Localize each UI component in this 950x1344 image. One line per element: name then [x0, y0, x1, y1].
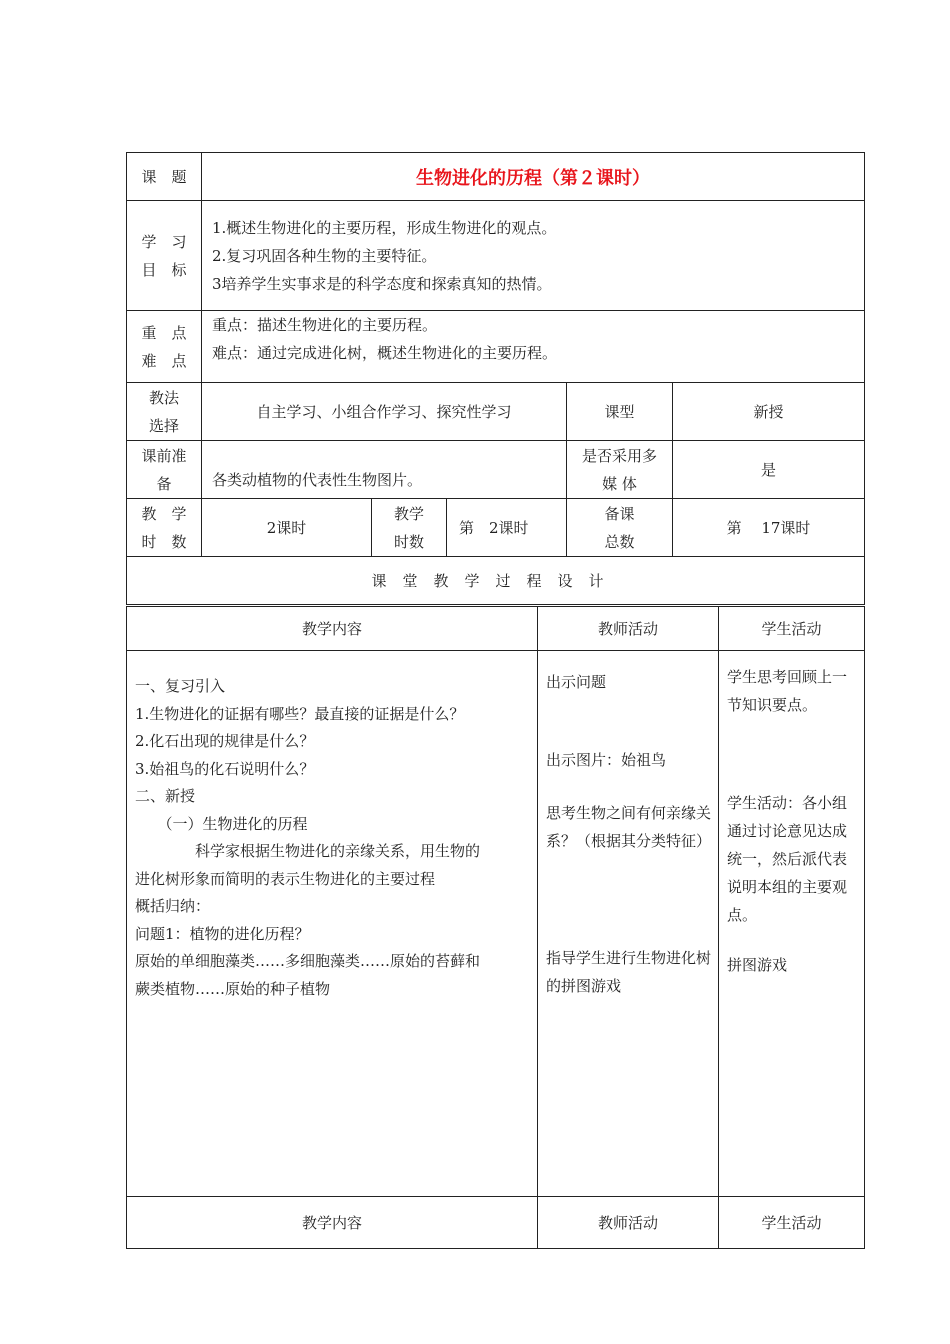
teacher-activity: 出示问题 [546, 673, 607, 691]
method-value: 自主学习、小组合作学习、探究性学习 [202, 383, 567, 441]
hours-value: 2课时 [202, 499, 372, 557]
lesson-info-table [126, 152, 865, 605]
objective-item: 3培养学生实事求是的科学态度和探索真知的热情。 [212, 274, 552, 293]
process-table [126, 606, 865, 1249]
student-activity: 学生活动：各小组通过讨论意见达成统一，然后派代表说明本组的主要观点。 [727, 794, 848, 924]
type-label: 课型 [567, 383, 673, 441]
process-title: 课堂教学过程设计 [127, 557, 865, 605]
student-activity: 拼图游戏 [727, 956, 788, 974]
content-line: 3.始祖鸟的化石说明什么？ [135, 759, 315, 778]
content-line: 2.化石出现的规律是什么？ [135, 732, 315, 750]
teacher-activity: 出示图片：始祖鸟 [546, 750, 667, 769]
objective-item: 1.概述生物进化的主要历程，形成生物进化的观点。 [212, 218, 557, 237]
topic-label: 课 题 [127, 153, 202, 201]
hours-label: 教 学 时 数 [127, 499, 202, 557]
student-activities [719, 651, 865, 1197]
col-header-student-repeat: 学生活动 [719, 1197, 865, 1249]
multimedia-label: 是否采用多 媒 体 [567, 441, 673, 499]
student-activity: 学生思考回顾上一节知识要点。 [727, 668, 848, 714]
content-line: （一）生物进化的历程 [135, 814, 308, 833]
content-line: 概括归纳： [135, 897, 211, 915]
content-line: 二、新授 [135, 787, 196, 805]
key-point-item: 难点：通过完成进化树，概述生物进化的主要历程。 [212, 344, 558, 362]
type-value: 新授 [673, 383, 865, 441]
col-header-student: 学生活动 [719, 607, 865, 651]
teaching-content [127, 651, 538, 1197]
content-line: 问题1：植物的进化历程？ [135, 924, 310, 943]
key-points [202, 311, 865, 383]
content-line: 1.生物进化的证据有哪些？最直接的证据是什么？ [135, 704, 465, 723]
key-points-label: 重 点 难 点 [127, 311, 202, 383]
teacher-activities [538, 651, 719, 1197]
prep-total-label: 备课 总数 [567, 499, 673, 557]
prep-value: 各类动植物的代表性生物图片。 [202, 441, 567, 499]
prep-total-value: 第 17课时 [673, 499, 865, 557]
content-line: 科学家根据生物进化的亲缘关系，用生物的 [135, 842, 481, 860]
teach-value: 第 2课时 [447, 499, 567, 557]
teacher-activity: 指导学生进行生物进化树的拼图游戏 [546, 949, 712, 995]
teach-label: 教学 时数 [372, 499, 447, 557]
objective-item: 2.复习巩固各种生物的主要特征。 [212, 246, 437, 265]
col-header-teacher: 教师活动 [538, 607, 719, 651]
col-header-content: 教学内容 [127, 607, 538, 651]
prep-label: 课前准 备 [127, 441, 202, 499]
key-point-item: 重点：描述生物进化的主要历程。 [212, 316, 438, 334]
objectives-label: 学 习 目 标 [127, 201, 202, 311]
teacher-activity: 思考生物之间有何亲缘关系？（根据其分类特征） [546, 804, 712, 850]
multimedia-value: 是 [673, 441, 865, 499]
col-header-content-repeat: 教学内容 [127, 1197, 538, 1249]
lesson-title: 生物进化的历程（第２课时） [202, 153, 865, 201]
content-line: 一、复习引入 [135, 677, 226, 695]
objectives-list [202, 201, 865, 311]
col-header-teacher-repeat: 教师活动 [538, 1197, 719, 1249]
content-line: 原始的单细胞藻类……多细胞藻类……原始的苔藓和 [135, 952, 481, 970]
content-line: 蕨类植物……原始的种子植物 [135, 979, 331, 998]
method-label: 教法 选择 [127, 383, 202, 441]
content-line: 进化树形象而简明的表示生物进化的主要过程 [135, 869, 436, 888]
